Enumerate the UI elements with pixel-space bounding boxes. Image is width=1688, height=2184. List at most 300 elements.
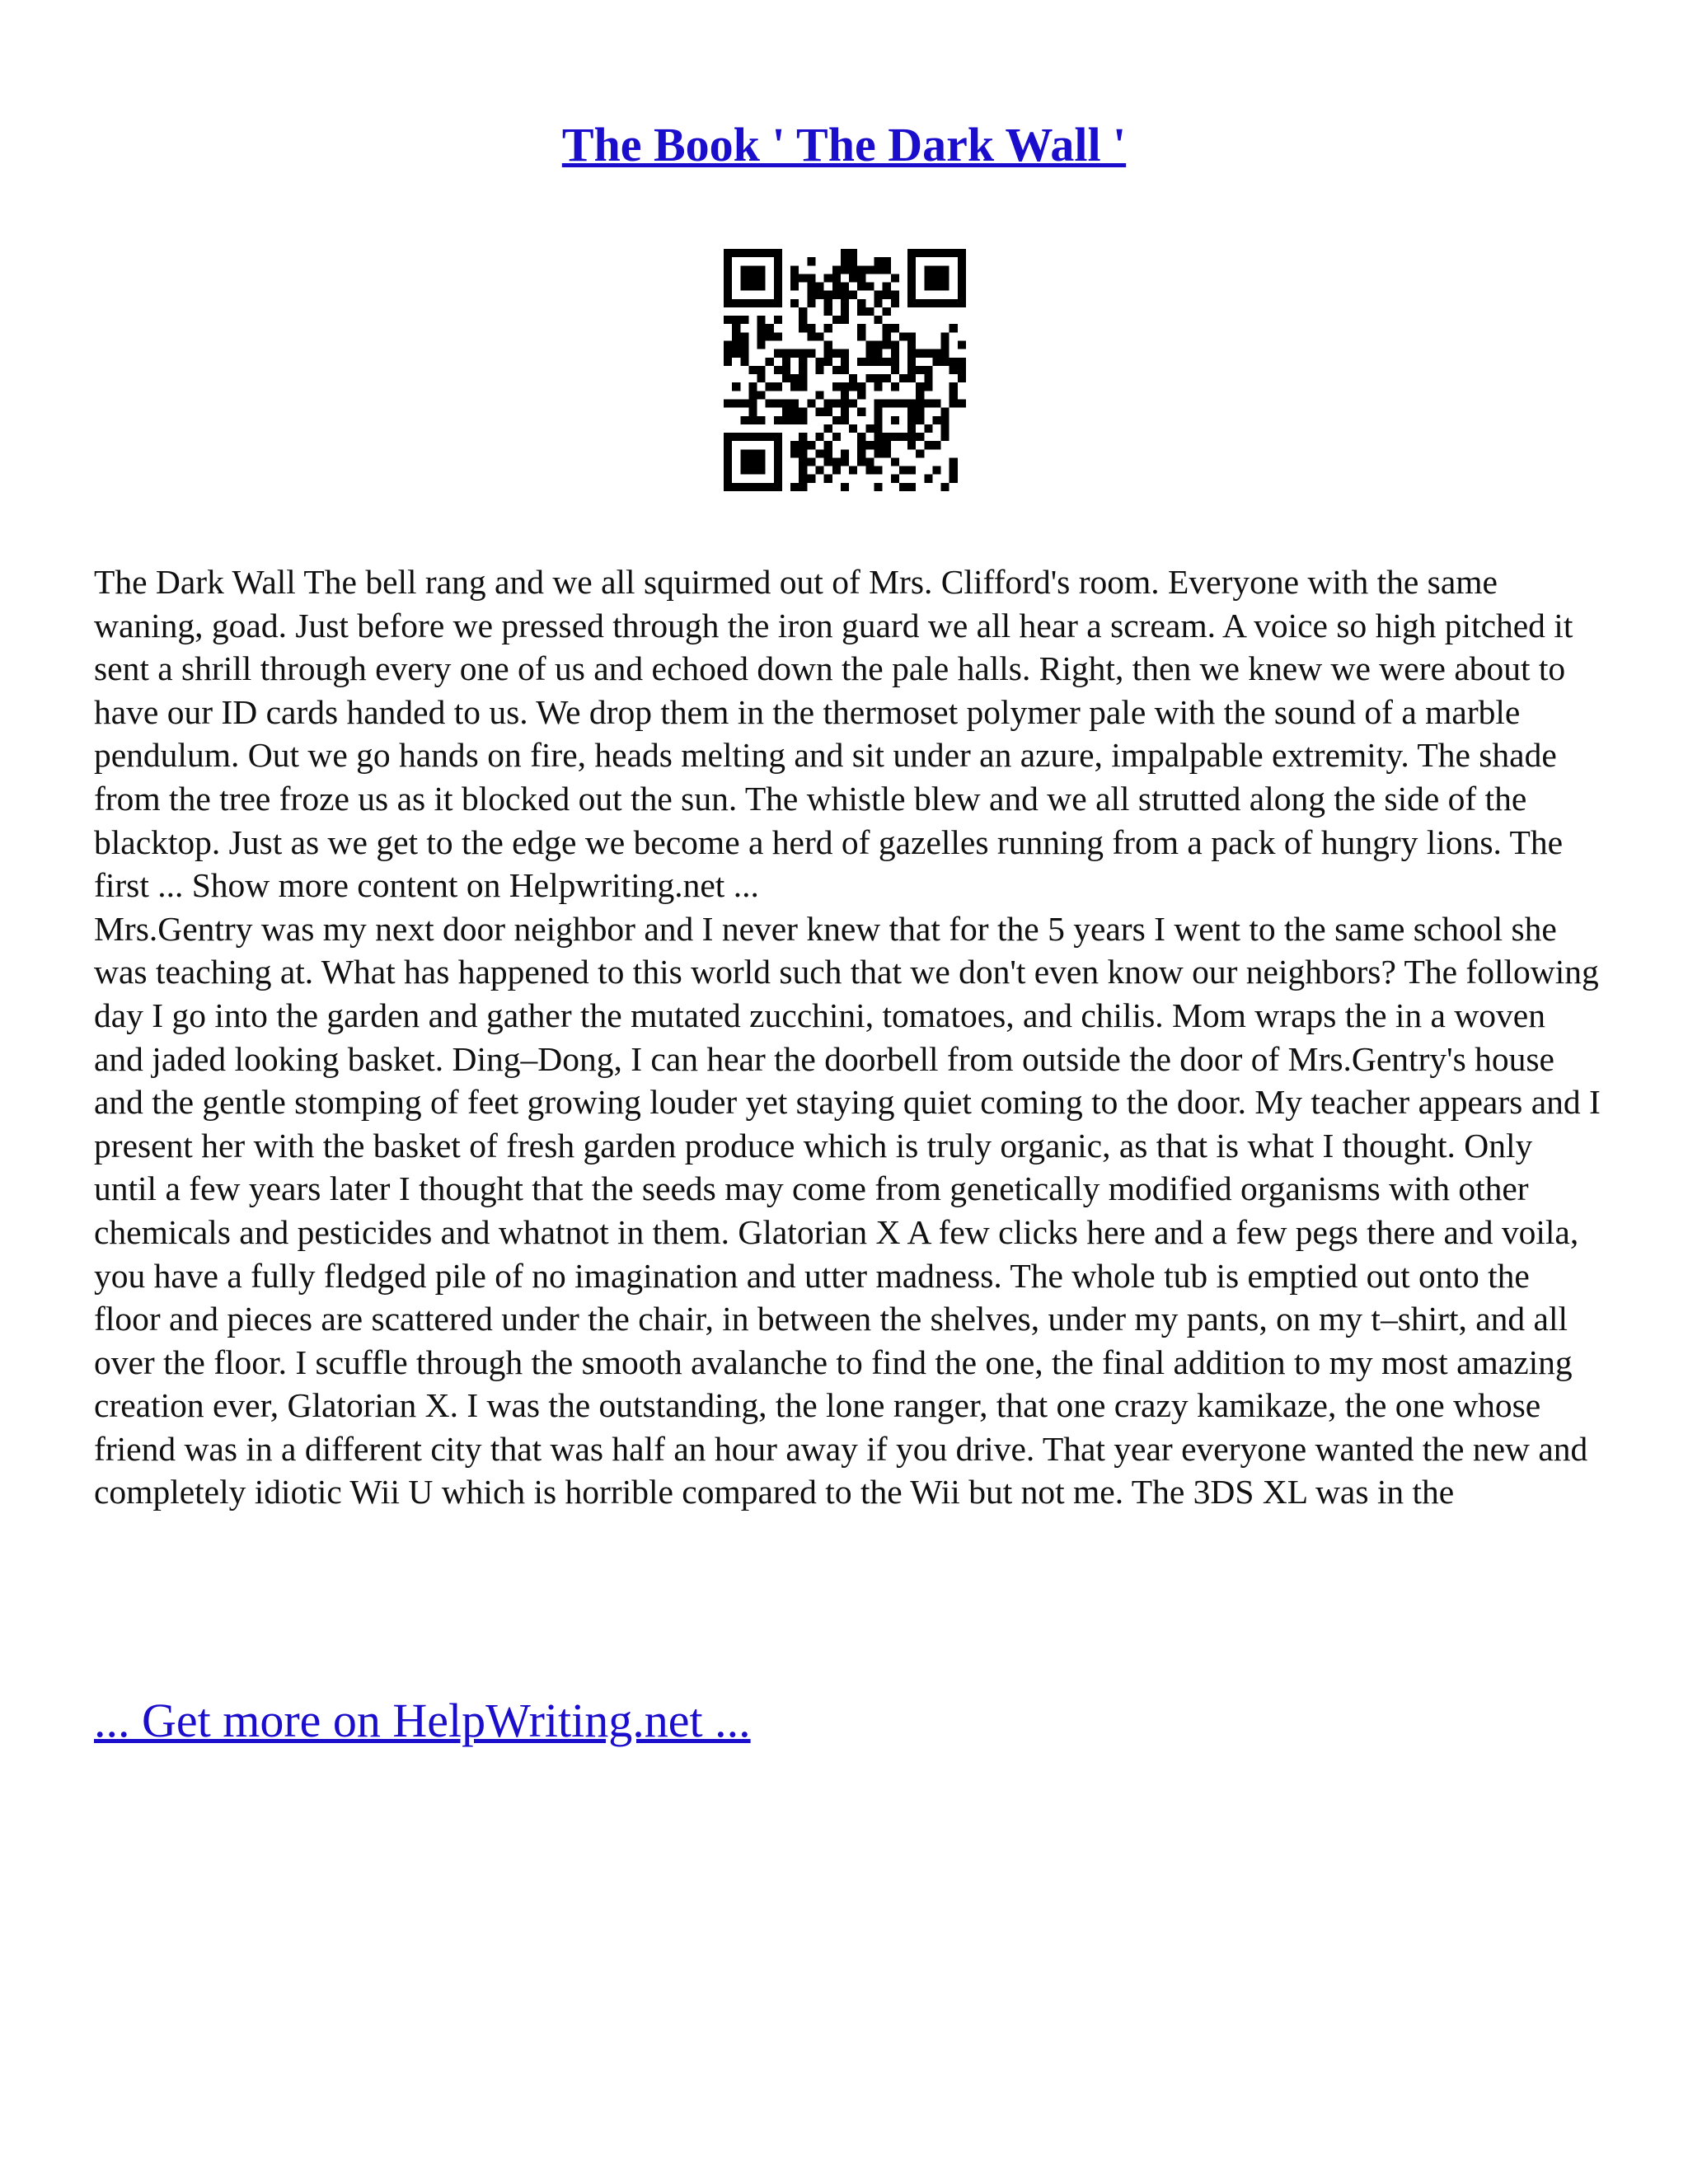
qr-module: [832, 291, 841, 299]
qr-module: [874, 316, 882, 324]
qr-module: [790, 449, 799, 457]
qr-module: [932, 274, 940, 282]
qr-module: [724, 249, 732, 257]
qr-module: [824, 324, 832, 332]
qr-module: [782, 408, 790, 416]
qr-module: [841, 408, 849, 416]
qr-module: [799, 433, 807, 441]
qr-module: [941, 274, 950, 282]
qr-module: [958, 249, 966, 257]
qr-module: [883, 291, 891, 299]
qr-module: [883, 265, 891, 274]
qr-module: [907, 399, 916, 407]
qr-module: [724, 274, 732, 282]
qr-module: [757, 316, 766, 324]
qr-module: [774, 349, 782, 358]
qr-module: [950, 475, 958, 483]
qr-module: [849, 265, 857, 274]
paragraph-1: The Dark Wall The bell rang and we all squirmed out of Mrs. Clifford's room. Everyone with the same waning, goad. Just before we pressed through the iron guard we all hear a scream. A voice so high pitched it sent a shrill through every one of us and echoed down the pale halls. Right, then we knew we were about to have our ID cards handed to us. We drop them in the thermoset polymer pale with the sound of a marble pendulum. Out we go hands on fire, heads melting and sit under an azure, impalpable extremity. The shade from the tree froze us as it blocked out the sun. The whistle blew and we all strutted along the side of the blacktop. Just as we get to the edge we become a herd of gazelles running from a pack of hungry lions. The first ... Show more content on Helpwriting.net ...: [94, 563, 1573, 905]
qr-module: [816, 291, 824, 299]
qr-module: [950, 324, 958, 332]
qr-module: [774, 257, 782, 265]
qr-module: [924, 274, 932, 282]
qr-module: [941, 249, 950, 257]
qr-module: [816, 433, 824, 441]
qr-module: [907, 265, 916, 274]
qr-module: [766, 324, 774, 332]
qr-module: [774, 483, 782, 491]
qr-module: [799, 416, 807, 424]
qr-module: [941, 283, 950, 291]
qr-module: [740, 358, 748, 366]
qr-module: [841, 382, 849, 391]
qr-module: [841, 249, 849, 257]
qr-module: [849, 257, 857, 265]
qr-code-icon: [724, 249, 966, 491]
qr-module: [874, 466, 882, 475]
qr-module: [774, 249, 782, 257]
qr-module: [740, 457, 748, 466]
qr-module: [841, 283, 849, 291]
qr-module: [790, 416, 799, 424]
qr-module: [941, 416, 950, 424]
qr-module: [857, 441, 865, 449]
qr-module: [841, 257, 849, 265]
qr-module: [748, 382, 757, 391]
qr-module: [740, 433, 748, 441]
qr-module: [924, 249, 932, 257]
qr-module: [857, 382, 865, 391]
qr-module: [865, 283, 874, 291]
qr-module: [740, 265, 748, 274]
qr-module: [748, 416, 757, 424]
qr-module: [849, 274, 857, 282]
qr-module: [950, 399, 958, 407]
qr-module: [807, 399, 815, 407]
qr-module: [958, 265, 966, 274]
qr-module: [932, 265, 940, 274]
qr-module: [874, 257, 882, 265]
qr-module: [907, 424, 916, 433]
qr-module: [857, 449, 865, 457]
qr-module: [891, 274, 899, 282]
qr-module: [766, 483, 774, 491]
qr-module: [916, 366, 924, 374]
qr-module: [824, 299, 832, 307]
qr-module: [774, 475, 782, 483]
qr-module: [950, 249, 958, 257]
title-link[interactable]: The Book ' The Dark Wall ': [561, 118, 1127, 171]
qr-module: [790, 408, 799, 416]
qr-module: [824, 341, 832, 349]
article-body: [94, 560, 1602, 1514]
qr-module: [757, 249, 766, 257]
qr-module: [790, 274, 799, 282]
qr-module: [824, 449, 832, 457]
qr-module: [724, 466, 732, 475]
qr-module: [899, 466, 907, 475]
qr-module: [891, 416, 899, 424]
qr-module: [740, 483, 748, 491]
qr-module: [748, 466, 757, 475]
qr-module: [857, 274, 865, 282]
qr-module: [932, 299, 940, 307]
qr-module: [865, 466, 874, 475]
qr-module: [865, 349, 874, 358]
qr-module: [883, 257, 891, 265]
qr-module: [891, 475, 899, 483]
qr-module: [958, 291, 966, 299]
qr-module: [891, 399, 899, 407]
qr-module: [824, 349, 832, 358]
qr-module: [941, 349, 950, 358]
qr-module: [740, 332, 748, 340]
qr-module: [824, 307, 832, 316]
qr-module: [740, 316, 748, 324]
qr-module: [774, 291, 782, 299]
qr-module: [891, 299, 899, 307]
qr-module: [757, 457, 766, 466]
qr-module: [799, 316, 807, 324]
qr-module: [740, 449, 748, 457]
qr-module: [874, 416, 882, 424]
qr-module: [748, 483, 757, 491]
qr-module: [950, 457, 958, 466]
qr-module: [891, 324, 899, 332]
qr-module: [916, 249, 924, 257]
qr-module: [841, 349, 849, 358]
qr-module: [748, 366, 757, 374]
qr-module: [950, 391, 958, 399]
qr-module: [832, 316, 841, 324]
qr-module: [874, 399, 882, 407]
qr-module: [899, 332, 907, 340]
qr-module: [748, 249, 757, 257]
qr-module: [841, 416, 849, 424]
qr-module: [924, 374, 932, 382]
qr-module: [950, 358, 958, 366]
qr-module: [849, 374, 857, 382]
qr-module: [740, 341, 748, 349]
qr-module: [732, 332, 740, 340]
qr-module: [841, 307, 849, 316]
qr-module: [941, 483, 950, 491]
qr-module: [899, 433, 907, 441]
qr-module: [958, 274, 966, 282]
qr-module: [799, 307, 807, 316]
qr-module: [857, 457, 865, 466]
qr-module: [790, 399, 799, 407]
qr-module: [748, 449, 757, 457]
qr-module: [790, 483, 799, 491]
qr-module: [724, 449, 732, 457]
qr-module: [865, 358, 874, 366]
qr-module: [748, 408, 757, 416]
qr-module: [941, 408, 950, 416]
qr-module: [774, 433, 782, 441]
qr-module: [899, 374, 907, 382]
qr-module: [832, 416, 841, 424]
qr-module: [883, 332, 891, 340]
qr-module: [941, 299, 950, 307]
qr-module: [841, 366, 849, 374]
qr-module: [724, 291, 732, 299]
qr-module: [740, 399, 748, 407]
qr-module: [891, 341, 899, 349]
qr-module: [924, 265, 932, 274]
qr-module: [941, 424, 950, 433]
qr-module: [891, 366, 899, 374]
qr-module: [816, 408, 824, 416]
qr-module: [774, 299, 782, 307]
qr-module: [816, 358, 824, 366]
qr-module: [740, 274, 748, 282]
qr-module: [865, 457, 874, 466]
qr-module: [799, 475, 807, 483]
qr-module: [824, 475, 832, 483]
qr-module: [883, 341, 891, 349]
qr-module: [916, 416, 924, 424]
qr-module: [958, 257, 966, 265]
qr-module: [932, 249, 940, 257]
qr-module: [816, 449, 824, 457]
qr-module: [832, 283, 841, 291]
qr-module: [883, 441, 891, 449]
qr-module: [757, 449, 766, 457]
qr-module: [740, 283, 748, 291]
qr-module: [874, 449, 882, 457]
qr-module: [807, 257, 815, 265]
qr-module: [774, 449, 782, 457]
qr-module: [916, 399, 924, 407]
qr-module: [958, 358, 966, 366]
qr-module: [774, 441, 782, 449]
qr-module: [874, 441, 882, 449]
qr-module: [757, 466, 766, 475]
qr-module: [732, 324, 740, 332]
qr-module: [907, 416, 916, 424]
qr-module: [857, 307, 865, 316]
qr-module: [748, 299, 757, 307]
qr-module: [757, 374, 766, 382]
qr-module: [849, 466, 857, 475]
qr-module: [774, 283, 782, 291]
qr-module: [907, 374, 916, 382]
qr-module: [724, 483, 732, 491]
qr-module: [766, 433, 774, 441]
qr-module: [941, 332, 950, 340]
qr-module: [958, 283, 966, 291]
qr-module: [916, 382, 924, 391]
qr-module: [748, 274, 757, 282]
qr-module: [799, 466, 807, 475]
qr-module: [824, 291, 832, 299]
qr-module: [841, 457, 849, 466]
qr-module: [790, 382, 799, 391]
get-more-link[interactable]: ... Get more on HelpWriting.net ...: [94, 1694, 751, 1747]
qr-module: [857, 299, 865, 307]
qr-module: [782, 416, 790, 424]
qr-module: [916, 299, 924, 307]
qr-module: [790, 441, 799, 449]
qr-module: [932, 416, 940, 424]
qr-module: [891, 349, 899, 358]
qr-module: [841, 291, 849, 299]
qr-module: [766, 358, 774, 366]
qr-module: [748, 399, 757, 407]
qr-module: [766, 249, 774, 257]
qr-module: [950, 299, 958, 307]
qr-module: [865, 424, 874, 433]
qr-module: [841, 299, 849, 307]
qr-module: [724, 441, 732, 449]
qr-module: [841, 265, 849, 274]
qr-module: [757, 332, 766, 340]
qr-module: [774, 466, 782, 475]
qr-module: [950, 382, 958, 391]
qr-module: [807, 457, 815, 466]
qr-module: [907, 291, 916, 299]
qr-module: [841, 483, 849, 491]
qr-module: [874, 265, 882, 274]
qr-module: [816, 391, 824, 399]
qr-module: [748, 391, 757, 399]
qr-module: [865, 374, 874, 382]
qr-module: [824, 274, 832, 282]
qr-module: [774, 399, 782, 407]
qr-module: [849, 382, 857, 391]
qr-module: [916, 391, 924, 399]
qr-module: [757, 416, 766, 424]
qr-module: [883, 399, 891, 407]
qr-module: [790, 283, 799, 291]
qr-module: [907, 332, 916, 340]
qr-module: [799, 382, 807, 391]
qr-module: [782, 349, 790, 358]
qr-module: [857, 391, 865, 399]
qr-module: [757, 366, 766, 374]
qr-module: [883, 324, 891, 332]
qr-module: [757, 299, 766, 307]
qr-module: [824, 399, 832, 407]
qr-module: [740, 299, 748, 307]
qr-module: [841, 316, 849, 324]
qr-module: [799, 483, 807, 491]
qr-module: [824, 408, 832, 416]
qr-module: [857, 324, 865, 332]
qr-module: [799, 366, 807, 374]
qr-module: [958, 341, 966, 349]
qr-module: [874, 341, 882, 349]
qr-module: [740, 416, 748, 424]
qr-module: [732, 382, 740, 391]
qr-module: [748, 265, 757, 274]
qr-module: [883, 433, 891, 441]
qr-module: [941, 265, 950, 274]
document-title: [0, 115, 1688, 175]
qr-module: [958, 299, 966, 307]
qr-module: [799, 374, 807, 382]
qr-module: [907, 341, 916, 349]
qr-module: [740, 249, 748, 257]
qr-module: [899, 483, 907, 491]
qr-module: [757, 341, 766, 349]
qr-module: [824, 424, 832, 433]
qr-module: [958, 366, 966, 374]
qr-module: [748, 457, 757, 466]
qr-module: [724, 265, 732, 274]
qr-module: [832, 433, 841, 441]
qr-module: [841, 391, 849, 399]
qr-module: [766, 382, 774, 391]
qr-module: [832, 349, 841, 358]
qr-module: [941, 433, 950, 441]
qr-module: [766, 299, 774, 307]
qr-module: [790, 299, 799, 307]
qr-module: [883, 307, 891, 316]
qr-module: [907, 299, 916, 307]
qr-module: [941, 358, 950, 366]
qr-module: [883, 358, 891, 366]
qr-module: [924, 299, 932, 307]
qr-module: [950, 366, 958, 374]
qr-module: [924, 366, 932, 374]
qr-module: [816, 332, 824, 340]
footer-link-container: [94, 1691, 751, 1750]
qr-module: [874, 433, 882, 441]
qr-module: [724, 299, 732, 307]
qr-module: [832, 457, 841, 466]
qr-module: [916, 433, 924, 441]
qr-module: [907, 366, 916, 374]
qr-module: [874, 382, 882, 391]
qr-module: [907, 408, 916, 416]
qr-module: [732, 399, 740, 407]
qr-module: [907, 257, 916, 265]
qr-module: [907, 274, 916, 282]
qr-module: [857, 358, 865, 366]
qr-module: [799, 457, 807, 466]
qr-module: [807, 324, 815, 332]
qr-module: [891, 358, 899, 366]
qr-module: [824, 441, 832, 449]
qr-module: [899, 399, 907, 407]
qr-module: [874, 291, 882, 299]
qr-module: [774, 366, 782, 374]
qr-module: [857, 408, 865, 416]
qr-module: [799, 449, 807, 457]
qr-module: [958, 399, 966, 407]
qr-module: [807, 475, 815, 483]
qr-module: [724, 358, 732, 366]
qr-module: [865, 441, 874, 449]
qr-module: [832, 466, 841, 475]
qr-module: [816, 283, 824, 291]
qr-module: [757, 391, 766, 399]
qr-module: [916, 408, 924, 416]
qr-module: [790, 349, 799, 358]
qr-module: [883, 374, 891, 382]
qr-module: [748, 283, 757, 291]
qr-module: [932, 358, 940, 366]
qr-module: [874, 358, 882, 366]
qr-module: [865, 265, 874, 274]
qr-module: [832, 265, 841, 274]
qr-module: [807, 332, 815, 340]
qr-module: [807, 349, 815, 358]
qr-module: [757, 324, 766, 332]
qr-module: [958, 374, 966, 382]
